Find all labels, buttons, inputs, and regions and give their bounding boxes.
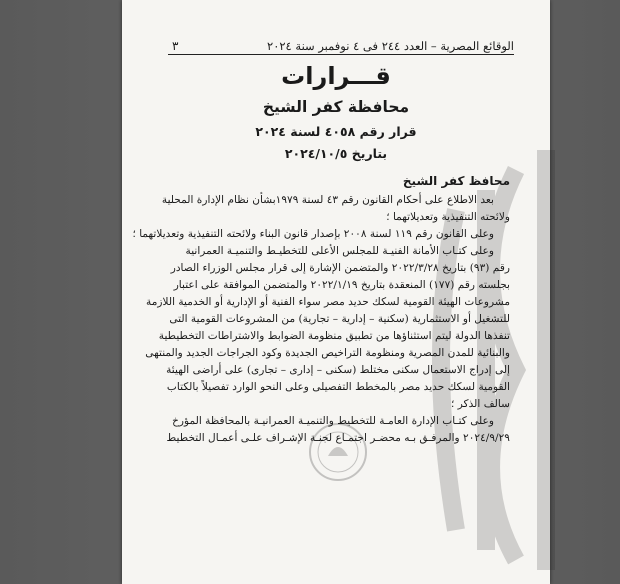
body-line: والبنائية للمدن المصرية ومنظومة التراخيص الجديدة وكود الجراجات الجديد والمنتهى xyxy=(145,347,510,359)
body-line: مشروعات الهيئة القومية لسكك حديد مصر سواء الفنية أو الإدارية أو الخدمية اللازمة xyxy=(146,296,510,308)
body-line: سالف الذكر ؛ xyxy=(450,398,510,410)
body-line: وعلى القانون رقم ١١٩ لسنة ٢٠٠٨ بإصدار قانون البناء ولائحته التنفيذية وتعديلاتهما ؛ xyxy=(132,228,494,240)
body-line: رقم (٩٣) بتاريخ ٢٠٢٢/٣/٢٨ والمتضمن الإشارة إلى قرار مجلس الوزراء الصادر xyxy=(170,262,510,274)
body-line: بجلسته رقم (١٧٧) المنعقدة بتاريخ ٢٠٢٢/١/١٩ والمتضمن الموافقة على اعتبار xyxy=(173,279,510,291)
document-page[interactable] xyxy=(122,0,550,584)
body-line: ولائحته التنفيذية وتعديلاتهما ؛ xyxy=(386,211,510,223)
decree-body xyxy=(132,192,510,447)
body-line: ٢٠٢٤/٩/٢٩ والمرفـق بـه محضـر اجتمـاع لجنـة الإشـراف علـى أعمـال التخطيط xyxy=(166,432,510,444)
body-line: وعلى كتـاب الأمانة الفنيـة للمجلس الأعلى للتخطيـط والتنميـة العمرانية xyxy=(185,245,494,257)
section-title: قـــرارات xyxy=(281,62,391,90)
body-line: بعد الاطلاع على أحكام القانون رقم ٤٣ لسنة ١٩٧٩بشأن نظام الإدارة المحلية xyxy=(161,194,494,206)
governorate-heading: محافظة كفر الشيخ xyxy=(262,98,410,116)
body-line: القومية لسكك حديد مصر بالمخطط التفصيلى وعلى النحو الوارد تفصيلاً بالكتاب xyxy=(166,381,510,393)
page-header xyxy=(168,33,514,53)
body-line: وعلى كتـاب الإدارة العامـة للتخطيط والتنميـة العمرانيـة بالمحافظة المؤرخ xyxy=(172,415,494,427)
page-number: ٣ xyxy=(172,39,179,53)
header-divider xyxy=(168,54,514,55)
gazette-title: الوقائع المصرية – العدد ٢٤٤ فى ٤ نوفمبر سنة ٢٠٢٤ xyxy=(267,39,514,53)
decree-date: بتاريخ ٢٠٢٤/١٠/٥ xyxy=(284,146,388,161)
body-line: إلى إدراج الاستعمال سكنى مختلط (سكنى – إدارى – تجارى) على أراضى الهيئة xyxy=(166,364,510,376)
decree-number: قرار رقم ٤٠٥٨ لسنة ٢٠٢٤ xyxy=(255,124,417,139)
issuer-heading: محافظ كفر الشيخ xyxy=(402,174,510,188)
body-line: تنفذها الدولة ليتم استثناؤها من تطبيق منظومة الضوابط والاشتراطات التخطيطية xyxy=(158,330,510,342)
body-line: للتشغيل أو الاستثمارية (سكنية – إدارية – تجارية) من المشروعات القومية التى xyxy=(169,313,510,325)
